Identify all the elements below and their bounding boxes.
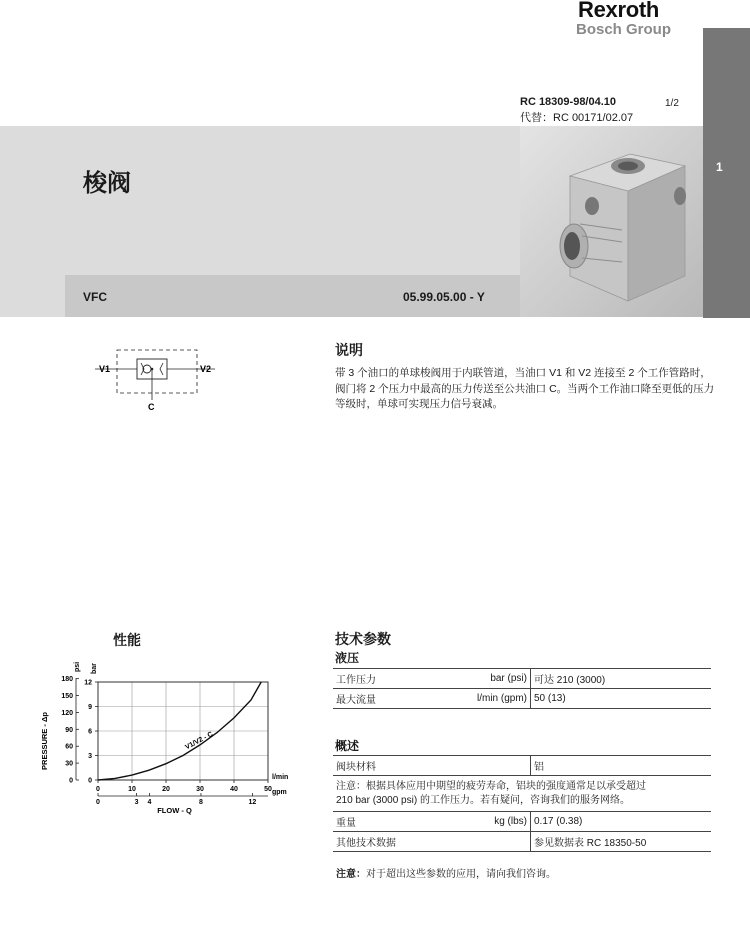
x-axis-label: FLOW - Q [157,806,192,815]
x2-tick-label: 4 [147,799,152,806]
tech-heading: 技术参数 [335,631,391,647]
weight-label: 重量 [333,812,439,832]
x-tick-label: 20 [162,786,170,793]
x-tick-label: 40 [230,786,238,793]
y-tick-label: 0 [88,777,92,785]
pressure-value: 可达 210 (3000) [531,669,712,689]
performance-heading: 性能 [113,632,141,648]
table-row [333,776,711,812]
performance-chart [38,652,318,827]
description-text: 带 3 个油口的单球梭阀用于内联管道，当油口 V1 和 V2 连接至 2 个工作管路时，阀门将 2 个压力中最高的压力传送至公共油口 C。当两个工作油口降至更低的压力等级时，单球可实现压力信号衰减。 [335,367,715,410]
pressure-label: 工作压力 [333,669,439,689]
series-label: V1/V2 - C [184,730,215,752]
y-axis-unit-primary: bar [91,663,98,674]
table-row [333,756,711,776]
document-replaces: 代替：RC 00171/02.07 [520,112,634,124]
other-data-label: 其他技术数据 [333,832,531,852]
weight-value: 0.17 (0.38) [531,812,712,832]
x-tick-label: 0 [96,786,100,793]
other-data-value: 参见数据表 RC 18350-50 [531,832,712,852]
y2-tick-label: 150 [61,693,73,701]
y2-tick-label: 180 [61,676,73,684]
weight-unit: kg (lbs) [439,812,531,832]
document-number: RC 18309-98/04.10 [520,96,617,108]
product-title: 梭阀 [83,170,131,197]
brand-group: Bosch Group [576,21,672,38]
x-tick-label: 10 [128,786,136,793]
y2-tick-label: 120 [61,709,73,717]
x-axis-unit-secondary: gpm [272,789,287,796]
product-photo [520,126,703,317]
table-row [333,812,711,832]
flow-label: 最大流量 [333,689,439,709]
product-code: 05.99.05.00 - Y [403,290,485,304]
y2-tick-label: 0 [69,777,73,785]
x2-tick-label: 3 [134,799,139,806]
symbol-port-v1: V1 [99,364,111,374]
product-model: VFC [83,290,107,304]
footnote-text: 对于超出这些参数的应用，请向我们咨询。 [366,869,556,880]
section-tab [703,28,750,318]
table-row [333,669,711,689]
material-note [333,776,711,812]
x-axis-unit-primary: l/min [272,774,289,781]
description-heading: 说明 [335,342,363,358]
hydraulic-table [333,668,711,709]
material-note-line1: 注意：根据具体应用中期望的疲劳寿命，铝块的强度通常足以承受超过 [336,781,646,792]
footnote-label: 注意： [336,869,366,880]
symbol-port-v2: V2 [200,364,212,374]
hydraulic-heading: 液压 [335,651,360,665]
x2-tick-label: 8 [198,799,203,806]
general-heading: 概述 [335,739,360,753]
symbol-port-c: C [148,402,155,412]
pressure-unit: bar (psi) [439,669,531,689]
flow-unit: l/min (gpm) [439,689,531,709]
material-note-line2: 210 bar (3000 psi) 的工作压力。若有疑问，咨询我们的服务网络。 [336,795,630,806]
section-tab-number: 1 [716,160,723,174]
table-row [333,832,711,852]
x2-tick-label: 12 [248,799,257,806]
brand-name: Rexroth [578,0,660,22]
y2-tick-label: 30 [65,760,73,768]
hydraulic-symbol [95,340,225,418]
x-tick-label: 50 [264,786,272,793]
y-axis-unit-secondary: psi [74,661,81,672]
y-tick-label: 3 [88,753,92,760]
footnote [336,865,556,880]
y2-tick-label: 90 [65,726,73,734]
y-tick-label: 12 [84,679,92,687]
page-number: 1/2 [665,98,679,109]
y-axis-label: PRESSURE - Δp [40,712,49,770]
flow-value: 50 (13) [531,689,712,709]
y-tick-label: 9 [88,704,92,711]
x2-tick-label: 0 [96,799,100,806]
x-tick-label: 30 [196,786,204,793]
general-table [333,755,711,852]
body-material-value: 铝 [531,756,712,776]
y-tick-label: 6 [88,728,92,736]
body-material-label: 阀块材料 [333,756,531,776]
table-row [333,689,711,709]
y2-tick-label: 60 [65,743,73,751]
